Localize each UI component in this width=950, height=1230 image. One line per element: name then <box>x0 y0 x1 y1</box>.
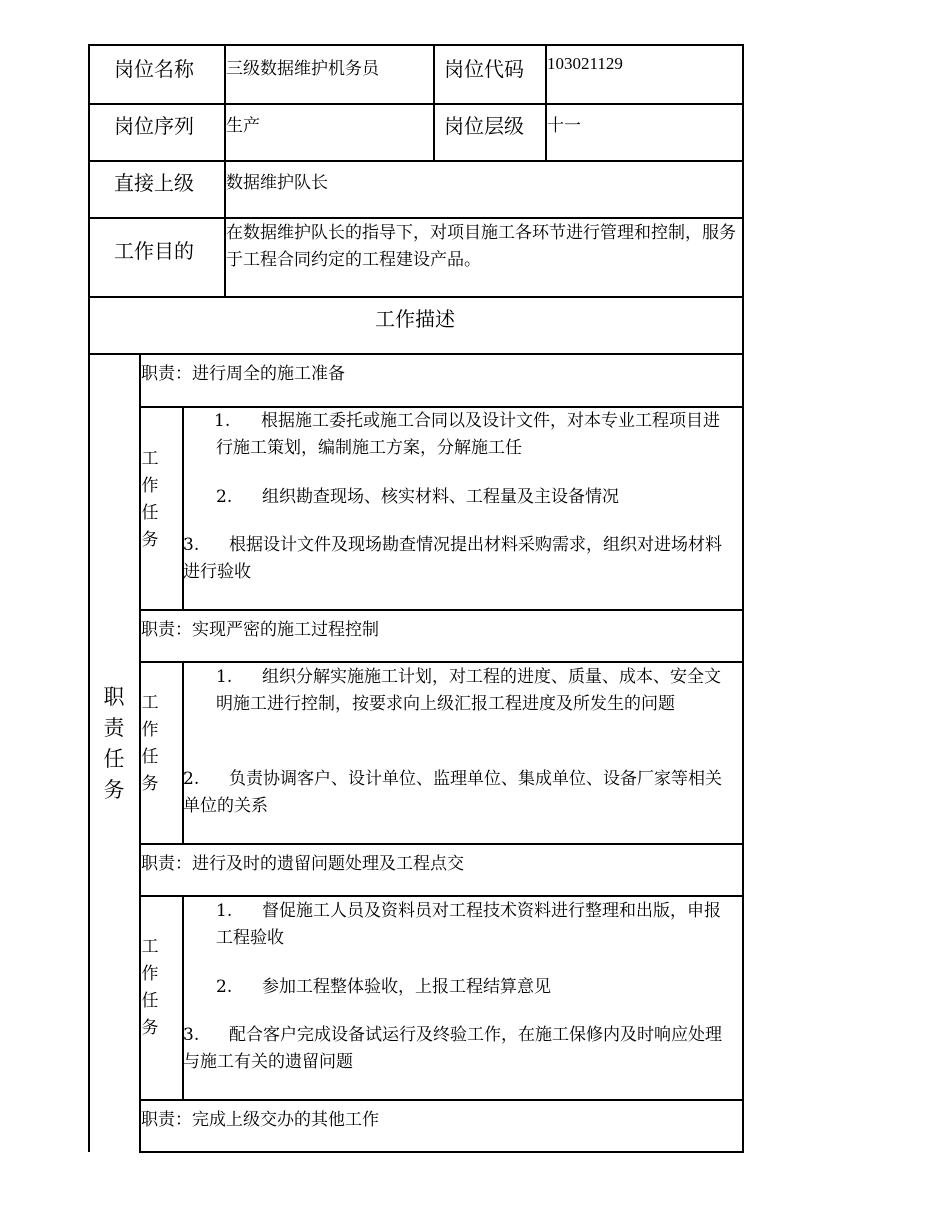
post-name-label: 岗位名称 <box>114 57 194 81</box>
task-item: 3. 配合客户完成设备试运行及终验工作，在施工保修内及时响应处理与施工有关的遗留问题 <box>183 1025 722 1072</box>
grid-line <box>88 44 90 1152</box>
post-level-value: 十一 <box>547 116 581 136</box>
vertical-char: 作 <box>141 720 159 740</box>
duty-title: 职责：进行及时的遗留问题处理及工程点交 <box>141 854 464 874</box>
grid-line <box>88 353 744 355</box>
description-title: 工作描述 <box>375 307 455 331</box>
task-item: 2. 负责协调客户、设计单位、监理单位、集成单位、设备厂家等相关单位的关系 <box>183 769 722 816</box>
vertical-char: 务 <box>141 530 159 550</box>
post-series-label: 岗位序列 <box>114 114 194 138</box>
task-label <box>140 446 160 554</box>
superior-value: 数据维护队长 <box>226 173 328 193</box>
purpose-label: 工作目的 <box>114 239 194 263</box>
task-item: 1. 组织分解实施施工计划，对工程的进度、质量、成本、安全文明施工进行控制，按要求向上级汇报工程进度及所发生的问题 <box>216 667 721 714</box>
grid-line <box>139 661 744 663</box>
duty-title: 职责：完成上级交办的其他工作 <box>141 1110 379 1130</box>
grid-line <box>88 44 744 46</box>
vertical-char: 责 <box>103 716 125 740</box>
duty-title: 职责：进行周全的施工准备 <box>141 364 345 384</box>
vertical-char: 工 <box>141 449 159 469</box>
vertical-char: 任 <box>103 747 125 771</box>
vertical-char: 工 <box>141 693 159 713</box>
superior-label: 直接上级 <box>114 171 194 195</box>
vertical-char: 务 <box>103 778 125 802</box>
vertical-char: 工 <box>141 937 159 957</box>
task-item: 2. 组织勘查现场、核实材料、工程量及主设备情况 <box>216 487 619 507</box>
grid-line <box>88 103 744 105</box>
vertical-char: 任 <box>141 503 159 523</box>
grid-line <box>88 217 744 219</box>
grid-line <box>139 609 744 611</box>
grid-line <box>139 1099 744 1101</box>
grid-line <box>139 843 744 845</box>
purpose-value: 在数据维护队长的指导下，对项目施工各环节进行管理和控制，服务于工程合同约定的工程建设产品。 <box>226 223 736 270</box>
grid-line <box>742 44 744 1153</box>
post-code-value: 103021129 <box>547 54 623 73</box>
vertical-char: 职 <box>103 685 125 709</box>
grid-line <box>139 895 744 897</box>
grid-line <box>88 160 744 162</box>
task-item: 1. 根据施工委托或施工合同以及设计文件，对本专业工程项目进行施工策划，编制施工方案，分解施工任 <box>214 411 720 458</box>
vertical-char: 作 <box>141 476 159 496</box>
side-label <box>101 682 127 806</box>
post-level-label: 岗位层级 <box>444 114 524 138</box>
task-item: 2. 参加工程整体验收，上报工程结算意见 <box>216 977 551 997</box>
vertical-char: 作 <box>141 964 159 984</box>
vertical-char: 务 <box>141 774 159 794</box>
task-label <box>140 934 160 1042</box>
vertical-char: 务 <box>141 1018 159 1038</box>
grid-line <box>433 44 435 161</box>
vertical-char: 任 <box>141 747 159 767</box>
post-name-value: 三级数据维护机务员 <box>226 59 379 79</box>
task-label <box>140 690 160 798</box>
task-item: 3. 根据设计文件及现场勘查情况提出材料采购需求，组织对进场材料进行验收 <box>183 535 722 582</box>
post-code-label: 岗位代码 <box>444 57 524 81</box>
grid-line <box>139 1151 744 1153</box>
vertical-char: 任 <box>141 991 159 1011</box>
grid-line <box>88 296 744 298</box>
post-series-value: 生产 <box>226 116 260 136</box>
task-item: 1. 督促施工人员及资料员对工程技术资料进行整理和出版，申报工程验收 <box>216 901 721 948</box>
duty-title: 职责：实现严密的施工过程控制 <box>141 620 379 640</box>
